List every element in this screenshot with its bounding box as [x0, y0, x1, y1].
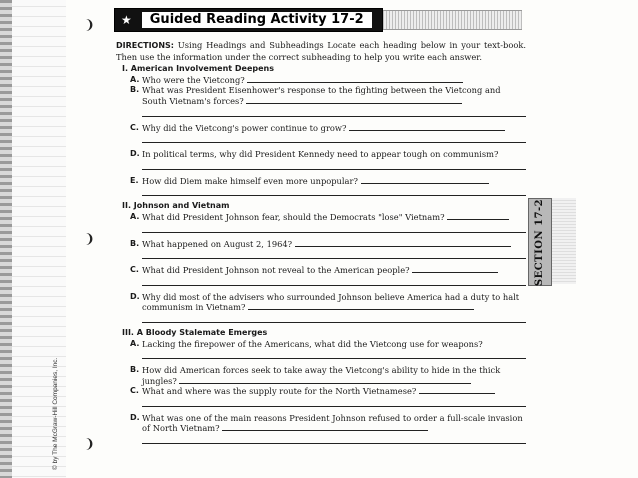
star-icon: ★: [121, 13, 132, 27]
answer-blank[interactable]: [179, 376, 471, 384]
answer-blank[interactable]: [247, 75, 463, 83]
answer-blank[interactable]: [295, 239, 511, 247]
question-text: In political terms, why did President Kennedy need to appear tough on communism?: [142, 149, 499, 160]
question-text: What did President Johnson not reveal to the American people?: [142, 265, 410, 276]
answer-line[interactable]: [142, 349, 526, 359]
question-letter: B.: [130, 238, 140, 248]
answer-line[interactable]: [142, 276, 526, 286]
answer-line[interactable]: [142, 186, 526, 196]
section-heading: I. American Involvement Deepens: [122, 64, 274, 74]
answer-line[interactable]: [142, 249, 526, 259]
header-title-box: [114, 8, 383, 32]
question-item: [116, 265, 526, 276]
section-tab: [528, 198, 552, 286]
question-letter: A.: [130, 74, 140, 84]
section-heading: II. Johnson and Vietnam: [122, 201, 230, 211]
hole-punch-mark: ❩: [84, 18, 95, 33]
answer-blank[interactable]: [412, 265, 498, 273]
question-text: What was President Eisenhower's response to the fighting between the Vietcong and South Vietnam's forces?: [142, 85, 501, 106]
question-letter: A.: [130, 338, 140, 348]
question-item: [116, 176, 526, 187]
activity-header: [114, 9, 522, 31]
answer-blank[interactable]: [419, 386, 495, 394]
section-tab-pattern: [550, 198, 576, 284]
answer-line[interactable]: [142, 397, 526, 407]
question-text: What did President Johnson fear, should the Democrats "lose" Vietnam?: [142, 211, 445, 222]
question-letter: D.: [130, 291, 140, 301]
question-item: [116, 292, 526, 313]
answer-line[interactable]: [142, 223, 526, 233]
answer-blank[interactable]: [248, 302, 474, 310]
worksheet-content: [116, 40, 526, 444]
question-item: [116, 75, 526, 86]
question-letter: D.: [130, 412, 140, 422]
directions: [116, 40, 526, 62]
question-text: What and where was the supply route for the North Vietnamese?: [142, 386, 417, 397]
answer-line[interactable]: [142, 160, 526, 170]
question-letter: B.: [130, 85, 140, 95]
question-item: [116, 339, 526, 350]
question-letter: C.: [130, 386, 139, 396]
question-item: [116, 149, 526, 160]
question-text: What was one of the main reasons President Johnson refused to order a full-scale invasion of North Vietnam?: [142, 412, 523, 434]
question-text: What happened on August 2, 1964?: [142, 238, 293, 249]
question-letter: C.: [130, 265, 139, 275]
question-letter: D.: [130, 149, 140, 159]
question-letter: C.: [130, 122, 139, 132]
header-pattern: [383, 10, 522, 30]
answer-blank[interactable]: [361, 176, 489, 184]
copyright-note: © by The McGraw-Hill Companies, Inc.: [52, 357, 59, 470]
answer-line[interactable]: [142, 313, 526, 323]
hole-punch-mark: ❩: [84, 232, 95, 247]
directions-label: DIRECTIONS:: [116, 41, 175, 50]
question-text: Why did the Vietcong's power continue to grow?: [142, 122, 347, 133]
section-tab-label: SECTION 17-2: [534, 198, 546, 286]
question-item: [116, 386, 526, 397]
answer-blank[interactable]: [447, 212, 509, 220]
answer-blank[interactable]: [222, 423, 428, 431]
question-text: Lacking the firepower of the Americans, what did the Vietcong use for weapons?: [142, 338, 483, 349]
question-item: [116, 212, 526, 223]
answer-line[interactable]: [142, 434, 526, 444]
question-item: [116, 85, 526, 106]
question-item: [116, 365, 526, 386]
question-text: How did American forces seek to take away the Vietcong's ability to hide in the thick jungles?: [142, 365, 501, 386]
answer-blank[interactable]: [349, 123, 505, 131]
question-letter: A.: [130, 211, 140, 221]
question-text: Why did most of the advisers who surrounded Johnson believe America had a duty to halt communism in Vietnam?: [142, 291, 520, 313]
question-letter: B.: [130, 365, 140, 375]
binding-edge: [0, 0, 12, 478]
directions-text: Using Headings and Subheadings Locate each heading below in your text-book. Then use the information under the correct subheading to help you write each answer.: [116, 40, 527, 62]
answer-line[interactable]: [142, 133, 526, 143]
page-title: Guided Reading Activity 17-2: [142, 12, 372, 28]
question-text: Who were the Vietcong?: [142, 74, 245, 85]
question-item: [116, 239, 526, 250]
hole-punch-mark: ❩: [84, 437, 95, 452]
answer-line[interactable]: [142, 107, 526, 117]
question-item: [116, 413, 526, 434]
question-letter: E.: [130, 175, 139, 185]
question-item: [116, 123, 526, 134]
answer-blank[interactable]: [246, 96, 462, 104]
section-heading: III. A Bloody Stalemate Emerges: [122, 327, 268, 337]
question-text: How did Diem make himself even more unpopular?: [142, 175, 358, 186]
